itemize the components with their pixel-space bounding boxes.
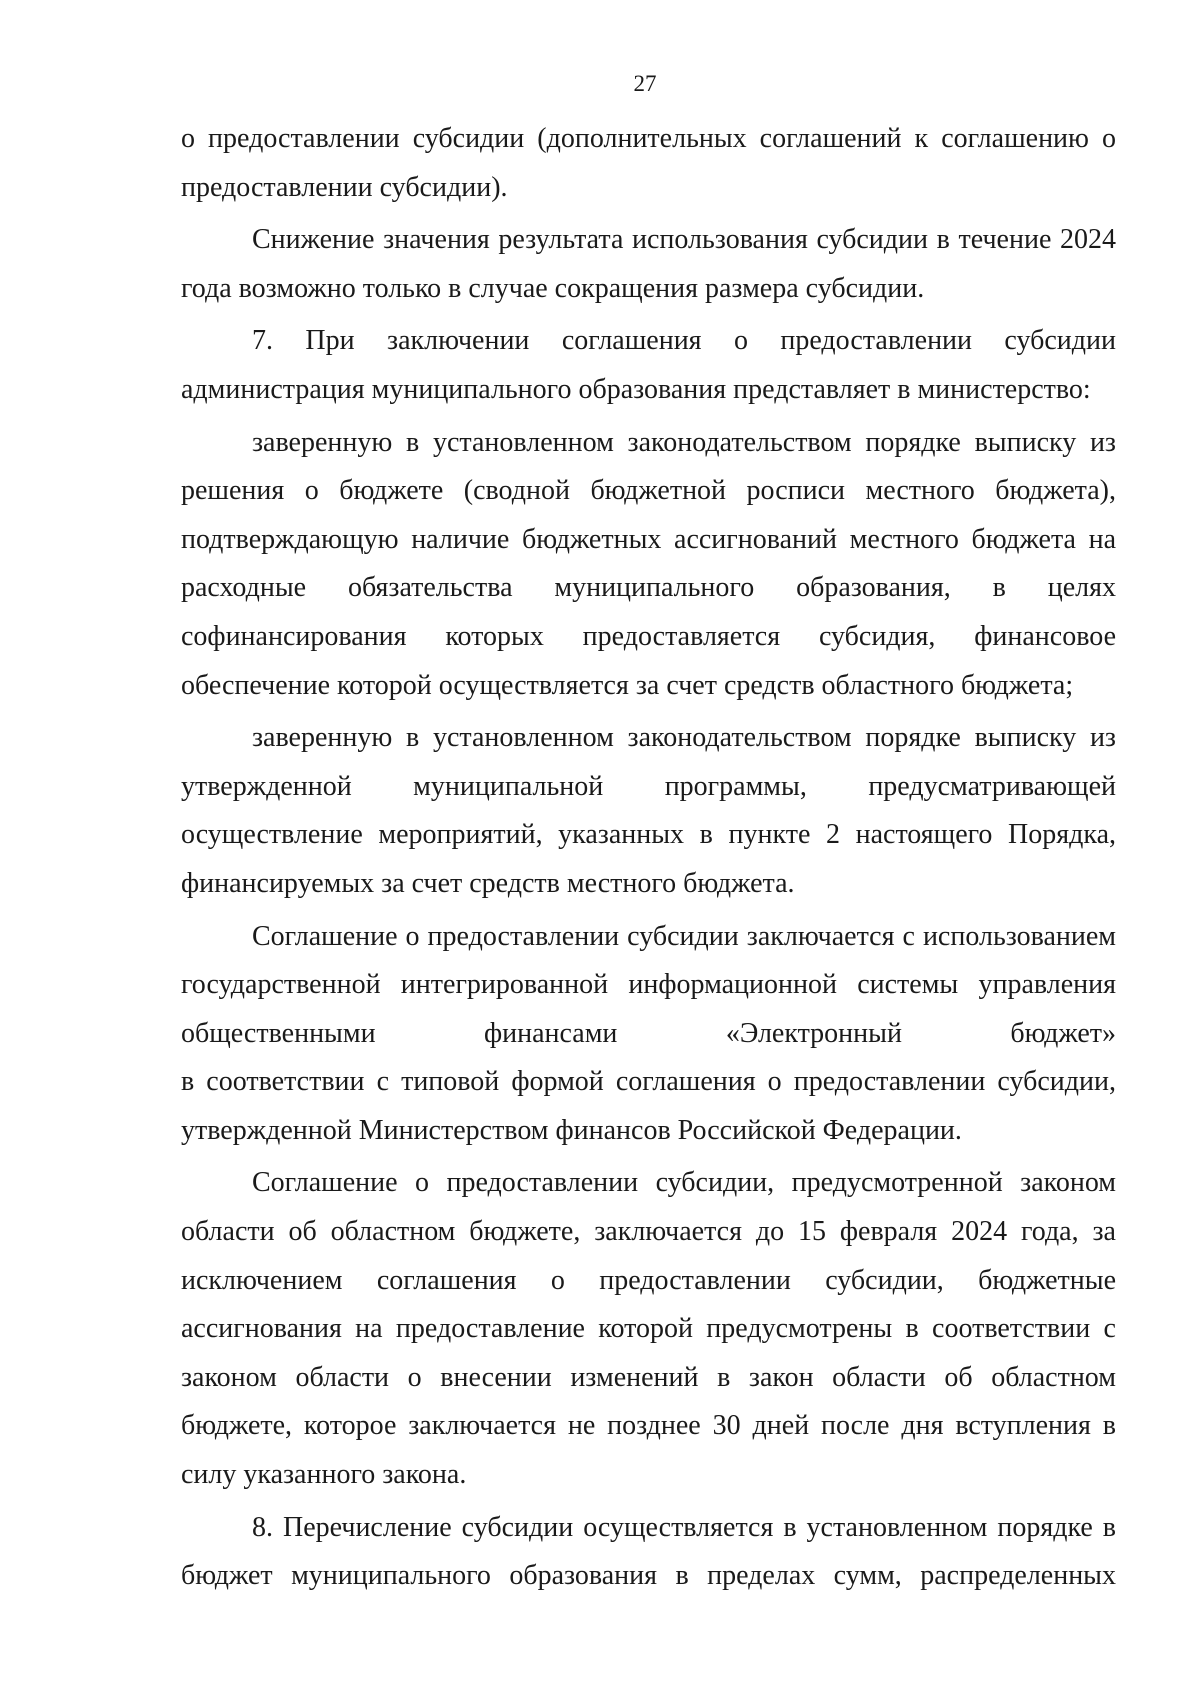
paragraph-result-reduction: Снижение значения результата использования субсидии в течение 2024 года возможно только в случае сокращения размера субсидии. — [181, 224, 1116, 304]
paragraph-program-extract: заверенную в установленном законодательством порядке выписку из утвержденной муниципальной программы, предусматривающей осуществление мероприятий, указанных в пункте 2 настоящего Порядка, финансируемых за счет средств местного бюджета. — [181, 722, 1116, 899]
paragraph-item-7: 7. При заключении соглашения о предоставлении субсидии администрация муниципального образования представляет в министерство: — [181, 325, 1116, 405]
page-number: 27 — [633, 71, 657, 96]
paragraph-agreement-deadline: Соглашение о предоставлении субсидии, предусмотренной законом области об областном бюджете, заключается до 15 февраля 2024 года, за исключением соглашения о предоставлении субсидии, бюджетные ассигнования на предоставление которой предусмотрены в соответствии с законом области о внесении изменений в закон области об областном бюджете, которое заключается не позднее 30 дней после дня вступления в силу указанного закона. — [181, 1167, 1116, 1491]
paragraph-electronic-budget: Соглашение о предоставлении субсидии заключается с использованием государственной интегрированной информационной системы управления общественными финансами «Электронный бюджет» — [181, 920, 1116, 1049]
paragraph-continuation: о предоставлении субсидии (дополнительных соглашений к соглашению о предоставлении субсидии). — [181, 123, 1116, 203]
paragraph-item-8: 8. Перечисление субсидии осуществляется в установленном порядке в бюджет муниципального образования в пределах сумм, распределенных — [181, 1511, 1116, 1592]
paragraph-typical-form: в соответствии с типовой формой соглашения о предоставлении субсидии, утвержденной Министерством финансов Российской Федерации. — [181, 1066, 1116, 1146]
document-body — [181, 115, 1116, 1601]
paragraph-budget-extract: заверенную в установленном законодательством порядке выписку из решения о бюджете (сводной бюджетной росписи местного бюджета), подтверждающую наличие бюджетных ассигнований местного бюджета на расходные обязательства муниципального образования, в целях софинансирования которых предоставляется субсидия, финансовое обеспечение которой осуществляется за счет средств областного бюджета; — [181, 426, 1116, 701]
